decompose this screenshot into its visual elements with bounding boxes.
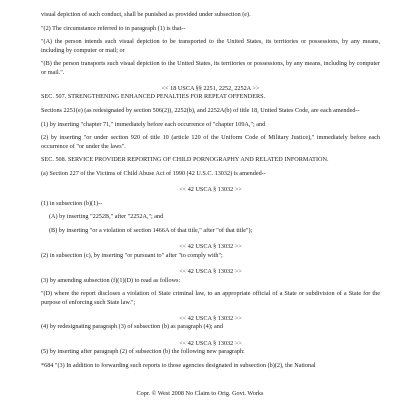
paragraph: (1) in subsection (b)(1)-- xyxy=(41,199,103,207)
paragraph: "(A) the person intends such visual depiction to be transported to the United States, its territories or possessions, by any means, including by computer or mail; or xyxy=(41,38,380,54)
paragraph: (A) by inserting "2252B," after "2252A,"; and xyxy=(49,213,164,221)
section-heading: SEC. 508. SERVICE PROVIDER REPORTING OF CHILD PORNOGRAPHY AND RELATED INFORMATION. xyxy=(41,156,329,164)
paragraph: *684 "(3) In addition to forwarding such reports to those agencies designated in subsection (b)(2), the National xyxy=(41,361,316,369)
paragraph: (2) in subsection (c), by inserting "or pursuant to" after "to comply with"; xyxy=(41,251,223,259)
paragraph: (1) by inserting "chapter 71," immediately before each occurrence of "chapter 109A,"; and xyxy=(41,120,266,128)
paragraph: Sections 2251(e) (as redesignated by section 506(2)), 2252(b), and 2252A(b) of title 18, United States Code, are each amended-- xyxy=(41,107,360,114)
paragraph: "(2) The circumstance referred to in paragraph (1) is that-- xyxy=(41,24,186,32)
usca-reference: << 42 USCA § 13032 >> xyxy=(179,243,242,251)
section-heading: SEC. 507. STRENGTHENING ENHANCED PENALTIES FOR REPEAT OFFENDERS. xyxy=(41,93,266,101)
usca-reference: << 42 USCA § 13032 >> xyxy=(179,339,242,347)
paragraph: "(B) the person transports such visual depiction to the United States, its territories or possessions, by any means, including by computer or mail.". xyxy=(41,60,380,76)
paragraph: "(D) where the report discloses a violation of State criminal law, to an appropriate official of a State or subdivision of a State for the purpose of enforcing such State law."; xyxy=(41,290,380,306)
paragraph: (4) by redesignating paragraph (3) of subsection (b) as paragraph (4); and xyxy=(41,323,223,331)
document-body xyxy=(41,11,380,370)
paragraph: (3) by amending subsection (f)(1)(D) to read as follows: xyxy=(41,276,181,284)
paragraph: (5) by inserting after paragraph (2) of subsection (b) the following new paragraph: xyxy=(41,348,245,356)
usca-reference: << 42 USCA § 13032 >> xyxy=(179,315,242,322)
paragraph: (a) Section 227 of the Victims of Child Abuse Act of 1990 (42 U.S.C. 13032) is amended-- xyxy=(41,169,266,177)
paragraph: (B) by inserting "or a violation of section 1466A of that title," after "of that title"); xyxy=(49,226,253,234)
copyright-footer: Copr. © West 2008 No Claim to Orig. Govt. Works xyxy=(136,390,264,397)
paragraph: (2) by inserting "or under section 920 of title 10 (article 120 of the Uniform Code of Military Justice)," immediately before each occurrence of "or under the laws". xyxy=(41,134,380,150)
usca-reference: << 42 USCA § 13032 >> xyxy=(179,186,242,194)
paragraph: visual depiction of such conduct, shall be punished as provided under subsection (e). xyxy=(41,11,251,18)
usca-reference: << 42 USCA § 13032 >> xyxy=(179,268,242,276)
usca-reference: << 18 USCA §§ 2251, 2252, 2252A >> xyxy=(161,85,260,92)
